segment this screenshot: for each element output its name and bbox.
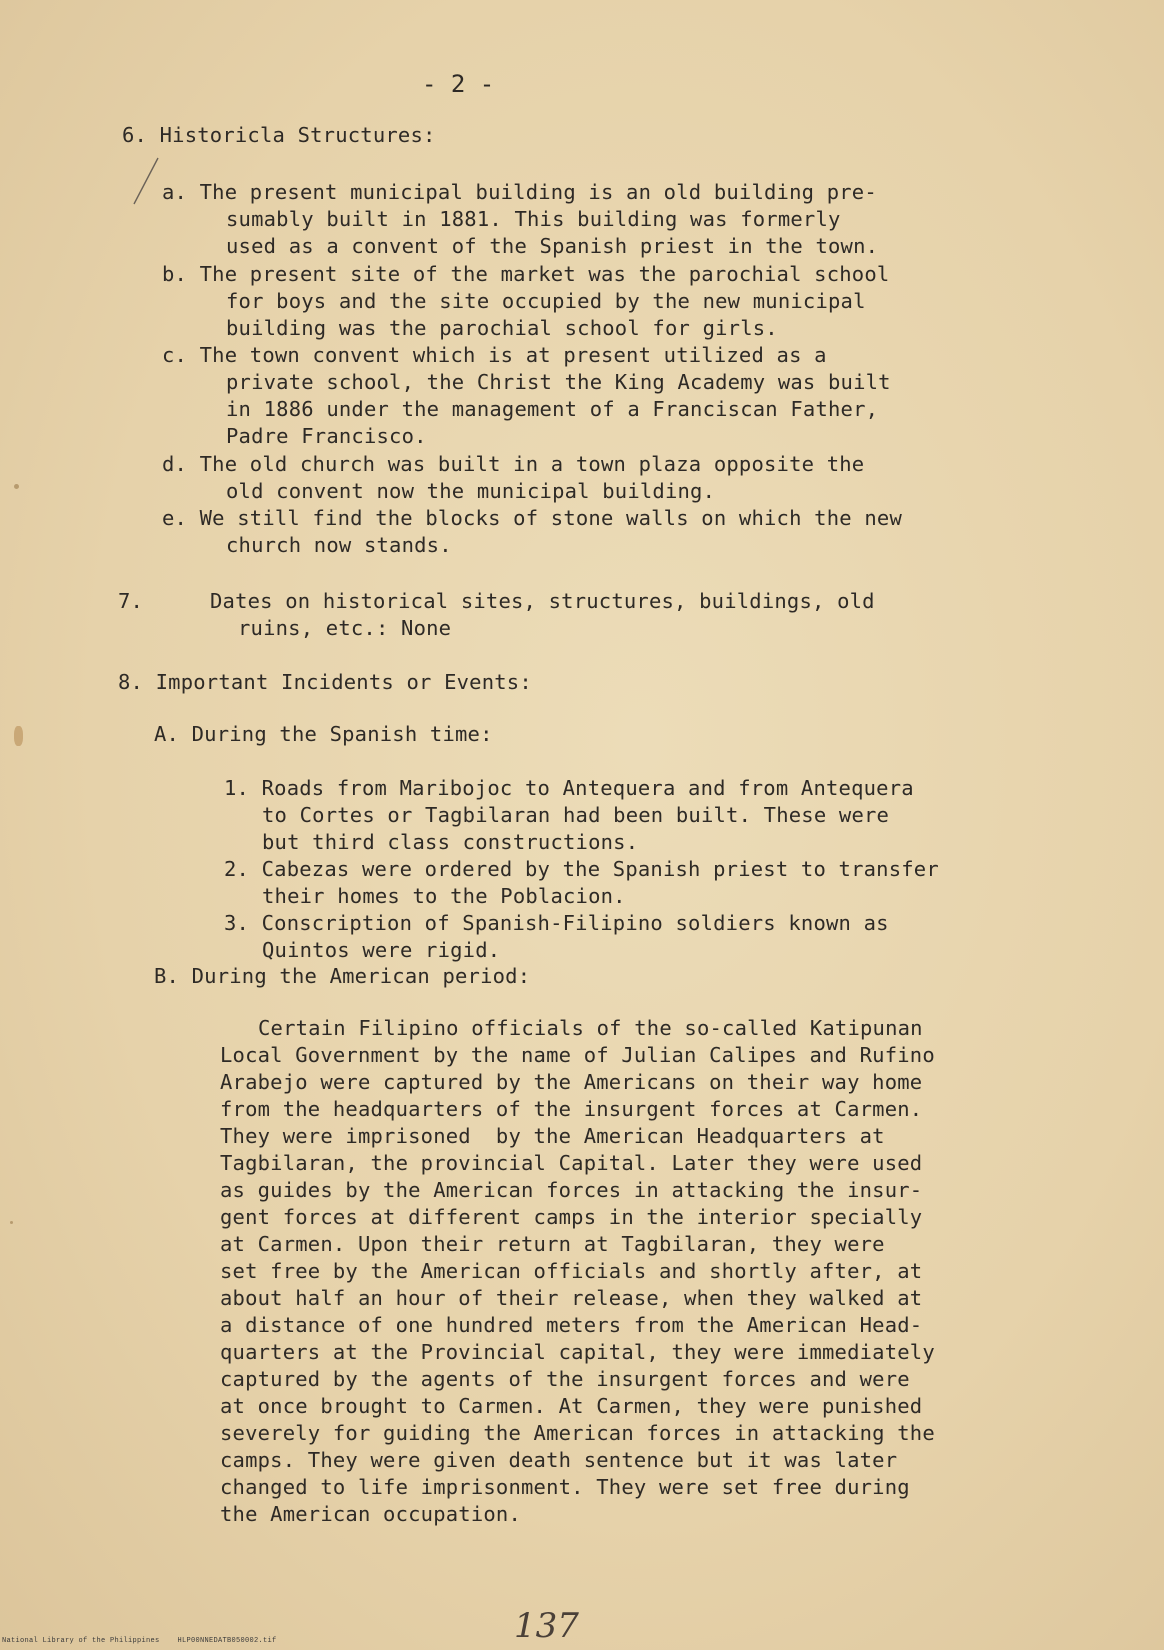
section-6-line: building was the parochial school for girls. [226, 316, 778, 340]
section-6-line: e. We still find the blocks of stone walls on which the new [162, 506, 902, 530]
paragraph-line: from the headquarters of the insurgent forces at Carmen. [220, 1097, 923, 1121]
paragraph-line: Tagbilaran, the provincial Capital. Later they were used [220, 1151, 923, 1175]
subsection-a-line: Quintos were rigid. [262, 938, 501, 962]
subsection-a-line: 2. Cabezas were ordered by the Spanish priest to transfer [224, 857, 939, 881]
section-6-line: c. The town convent which is at present utilized as a [162, 343, 827, 367]
section-6-line: church now stands. [226, 533, 452, 557]
subsection-a-heading: A. During the Spanish time: [154, 722, 493, 746]
section-6-line: b. The present site of the market was the parochial school [162, 262, 890, 286]
section-6-line: used as a convent of the Spanish priest in the town. [226, 234, 879, 258]
subsection-a-line: to Cortes or Tagbilaran had been built. These were [262, 803, 890, 827]
paragraph-line: as guides by the American forces in attacking the insur- [220, 1178, 923, 1202]
archive-footer: National Library of the Philippines HLP00NNEDATB050002.tif [2, 1637, 277, 1645]
paragraph-line: captured by the agents of the insurgent forces and were [220, 1367, 910, 1391]
section-6-line: a. The present municipal building is an old building pre- [162, 180, 877, 204]
subsection-a-line: their homes to the Poblacion. [262, 884, 626, 908]
section-7-line: ruins, etc.: None [238, 616, 452, 640]
paragraph-line: about half an hour of their release, when they walked at [220, 1286, 923, 1310]
subsection-a-line: but third class constructions. [262, 830, 639, 854]
paragraph-line: camps. They were given death sentence but it was later [220, 1448, 898, 1472]
paragraph-line: a distance of one hundred meters from the American Head- [220, 1313, 923, 1337]
paragraph-line: quarters at the Provincial capital, they were immediately [220, 1340, 935, 1364]
paragraph-line: gent forces at different camps in the interior specially [220, 1205, 923, 1229]
paragraph-line: the American occupation. [220, 1502, 522, 1526]
subsection-a-line: 1. Roads from Maribojoc to Antequera and from Antequera [224, 776, 914, 800]
handwritten-page-number: 137 [514, 1606, 579, 1646]
section-8-heading: 8. Important Incidents or Events: [118, 670, 532, 694]
paragraph-line: set free by the American officials and shortly after, at [220, 1259, 923, 1283]
section-6-line: in 1886 under the management of a Franciscan Father, [226, 397, 879, 421]
section-6-line: private school, the Christ the King Academy was built [226, 370, 891, 394]
paragraph-line: changed to life imprisonment. They were set free during [220, 1475, 910, 1499]
page-number: - 2 - [422, 70, 495, 98]
section-6-line: Padre Francisco. [226, 424, 427, 448]
section-6-heading: 6. Historicla Structures: [122, 123, 436, 147]
paragraph-line: at once brought to Carmen. At Carmen, they were punished [220, 1394, 923, 1418]
subsection-b-heading: B. During the American period: [154, 964, 531, 988]
section-6-line: sumably built in 1881. This building was formerly [226, 207, 841, 231]
section-6-line: d. The old church was built in a town plaza opposite the [162, 452, 865, 476]
paragraph-line: They were imprisoned by the American Headquarters at [220, 1124, 885, 1148]
paragraph-line: severely for guiding the American forces in attacking the [220, 1421, 935, 1445]
section-6-line: for boys and the site occupied by the new municipal [226, 289, 866, 313]
paragraph-line: at Carmen. Upon their return at Tagbilaran, they were [220, 1232, 885, 1256]
section-6-line: old convent now the municipal building. [226, 479, 716, 503]
section-7-number: 7. [118, 589, 144, 613]
section-7-line: Dates on historical sites, structures, buildings, old [210, 589, 875, 613]
paragraph-line: Local Government by the name of Julian Calipes and Rufino [220, 1043, 935, 1067]
subsection-a-line: 3. Conscription of Spanish-Filipino soldiers known as [224, 911, 889, 935]
paragraph-line: Arabejo were captured by the Americans on their way home [220, 1070, 923, 1094]
paragraph-line: Certain Filipino officials of the so-called Katipunan [258, 1016, 923, 1040]
